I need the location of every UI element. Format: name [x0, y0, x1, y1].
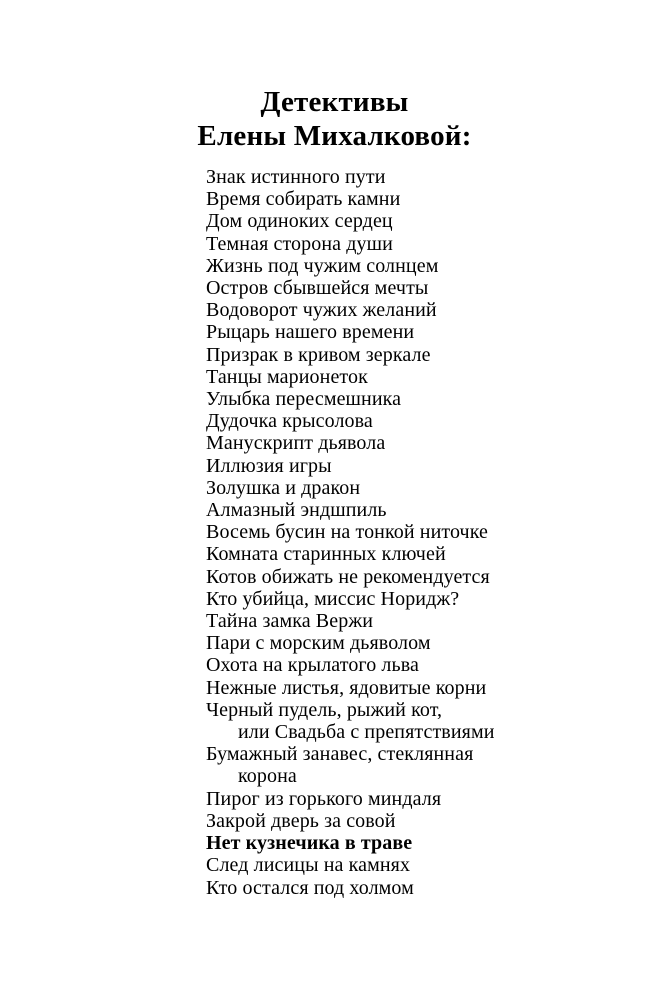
list-item	[206, 566, 495, 588]
book-title-continuation: или Свадьба с препятствиями	[238, 721, 495, 744]
list-item	[206, 233, 495, 255]
title-line-2: Елены Михалковой:	[197, 120, 472, 152]
list-item	[206, 432, 495, 454]
list-item	[206, 277, 495, 299]
list-item	[206, 344, 495, 366]
book-title: Котов обижать не рекомендуется	[206, 565, 490, 588]
book-title: Манускрипт дьявола	[206, 432, 386, 455]
list-item	[206, 521, 495, 543]
list-item	[206, 677, 495, 699]
book-title: Улыбка пересмешника	[206, 388, 402, 411]
list-item	[206, 654, 495, 676]
book-title: Пари с морским дьяволом	[206, 632, 431, 655]
list-item	[206, 188, 495, 210]
list-item	[206, 610, 495, 632]
list-item	[206, 455, 495, 477]
book-title: Комната старинных ключей	[206, 543, 446, 566]
list-item	[206, 788, 495, 810]
book-title: Остров сбывшейся мечты	[206, 277, 429, 300]
book-title: След лисицы на камнях	[206, 854, 411, 877]
list-item	[206, 477, 495, 499]
book-title: Восемь бусин на тонкой ниточке	[206, 521, 488, 544]
list-item	[206, 743, 495, 787]
list-item	[206, 166, 495, 188]
book-title: Иллюзия игры	[206, 454, 332, 477]
book-title: Охота на крылатого льва	[206, 654, 419, 677]
book-title: Темная сторона души	[206, 232, 393, 255]
list-item	[206, 321, 495, 343]
page-title	[0, 85, 669, 153]
book-title: Дом одиноких сердец	[206, 210, 393, 233]
book-title: Кто убийца, миссис Норидж?	[206, 587, 460, 610]
book-title: Знак истинного пути	[206, 166, 386, 188]
book-title: Кто остался под холмом	[206, 876, 414, 899]
list-item	[206, 299, 495, 321]
book-title: Танцы марионеток	[206, 365, 368, 388]
list-item	[206, 410, 495, 432]
list-item	[206, 499, 495, 521]
list-item	[206, 877, 495, 899]
book-title: Дудочка крысолова	[206, 410, 373, 433]
book-title: Водоворот чужих желаний	[206, 299, 437, 322]
list-item	[206, 388, 495, 410]
book-title: Нежные листья, ядовитые корни	[206, 676, 487, 699]
book-title: Время собирать камни	[206, 188, 401, 211]
list-item	[206, 632, 495, 654]
title-line-1: Детективы	[260, 86, 409, 118]
book-title: Рыцарь нашего времени	[206, 321, 415, 344]
book-title: Черный пудель, рыжий кот,	[206, 698, 443, 721]
book-title: Закрой дверь за совой	[206, 809, 396, 832]
list-item	[206, 832, 495, 854]
list-item	[206, 854, 495, 876]
book-title-continuation: корона	[238, 765, 297, 788]
book-title: Жизнь под чужим солнцем	[206, 254, 439, 277]
list-item	[206, 810, 495, 832]
book-list	[206, 166, 495, 899]
list-item	[206, 588, 495, 610]
list-item	[206, 255, 495, 277]
book-title: Нет кузнечика в траве	[206, 832, 413, 855]
book-title: Тайна замка Вержи	[206, 610, 374, 633]
list-item	[206, 366, 495, 388]
book-title: Бумажный занавес, стеклянная	[206, 743, 474, 766]
book-title: Призрак в кривом зеркале	[206, 343, 431, 366]
book-title: Пирог из горького миндаля	[206, 787, 442, 810]
book-title: Золушка и дракон	[206, 476, 361, 499]
list-item	[206, 210, 495, 232]
list-item	[206, 543, 495, 565]
list-item	[206, 699, 495, 743]
book-title: Алмазный эндшпиль	[206, 499, 387, 522]
